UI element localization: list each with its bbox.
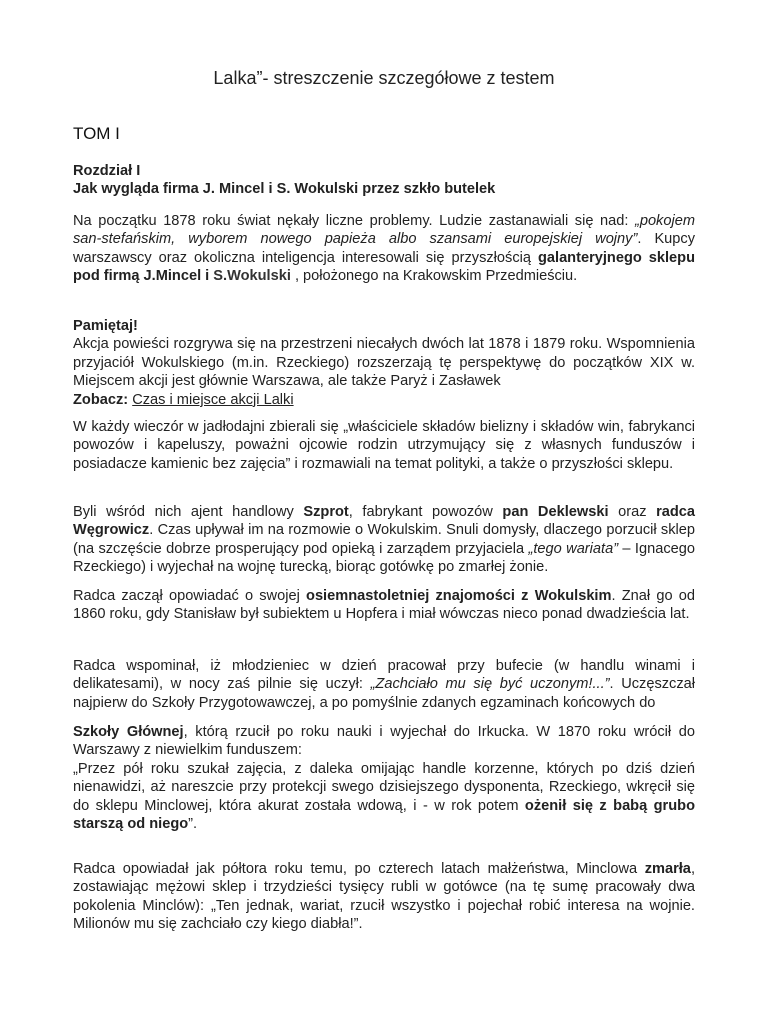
quote: „tego wariata” [528, 540, 619, 557]
text: , fabrykant powozów [348, 504, 503, 520]
paragraph-evenings: W każdy wieczór w jadłodajni zbierali się „właściciele składów bielizny i składów win, fabrykanci powozów i kapeluszy, poważni ojcowie rodzin utrzymujący się z własnych funduszów i posiadacze kamienic bez zajęcia” i rozmawiali na temat polityki, a także o przyszłości sklepu. [73, 419, 695, 472]
text: . Kupcy warszawscy oraz okoliczna inteligencja interesowali się przyszłością [73, 231, 696, 266]
text: Na początku 1878 roku świat nękały liczne problemy. Ludzie zastanawiali się nad: [73, 213, 635, 229]
remember-label: Pamiętaj! [73, 318, 138, 334]
paragraph-youth [73, 657, 695, 712]
paragraph-school [73, 723, 695, 833]
paragraph-acquaintance [73, 587, 695, 624]
chapter-title: Jak wygląda firma J. Mincel i S. Wokulski przez szkło butelek [73, 181, 496, 198]
chapter-heading [73, 162, 695, 199]
text: . Uczęszczał najpierw do Szkoły Przygotowawczej, a po pomyślnie zdanych egzaminach końcowych do [73, 676, 695, 711]
text: Radca wspominał, iż młodzieniec w dzień pracował przy bufecie (w handlu winami i delikatesami), w nocy zaś pilnie się uczył: [73, 658, 695, 693]
text: – Ignacego Rzeckiego) i wyjechał na wojnę turecką, biorąc gotówkę po zmarłej żonie. [73, 540, 695, 576]
remember-box [73, 317, 695, 409]
document-page [73, 0, 695, 1024]
remember-text: Akcja powieści rozgrywa się na przestrzeni niecałych dwóch lat 1878 i 1879 roku. Wspomnienia przyjaciół Wokulskiego (m.in. Rzeckiego) rozszerzają tę perspektywę do początków XIX w. Miejscem akcji jest głównie Warszawa, ale także Paryż i Zasławek [73, 336, 695, 390]
shop-name-wokulski: S.Wokulski [213, 268, 291, 285]
text: Radca zaczął opowiadać o swojej [73, 588, 307, 604]
text: ”. [188, 816, 198, 833]
quote: „Przez pół roku szukał zajęcia, z daleka omijając handle korzenne, których po dziś dzień nienawidzi, aż nareszcie przy protekcji swego dzisiejszego dysponenta, Rzeckiego, wkręcił się do sklepu Minclowej, która akurat została wdową, i - w rok potem [73, 760, 695, 814]
text: . Znał go od 1860 roku, gdy Stanisław był subiektem u Hopfera i miał wówczas nieco ponad dwadzieścia lat. [73, 588, 695, 623]
highlight: ożenił się z babą grubo starszą od niego [73, 797, 695, 833]
see-also [73, 391, 695, 409]
shop-name: galanteryjnego sklepu pod firmą J.Mincel i [73, 249, 696, 285]
text: , którą rzucił po roku nauki i wyjechał do Irkucka. W 1870 roku wrócił do Warszawy z niewielkim funduszem: [73, 724, 695, 759]
paragraph-intro [73, 212, 695, 286]
text: . Czas upływał im na rozmowie o Wokulskim. Snuli domysły, dlaczego porzucił sklep (na szczęście dobrze prosperujący pod opieką i zarządem przyjaciela [73, 522, 695, 557]
highlight: osiemnastoletniej znajomości z Wokulskim [306, 588, 612, 604]
highlight: Szkoły Głównej [73, 724, 184, 740]
name-deklewski: pan Deklewski [502, 504, 609, 520]
text: Radca opowiadał jak półtora roku temu, po czterech latach małżeństwa, Minclowa [73, 861, 645, 877]
volume-heading: TOM I [73, 124, 120, 143]
document-title: Lalka”- streszczenie szczegółowe z testem [213, 68, 555, 88]
see-label: Zobacz: [73, 391, 129, 408]
name-szprot: Szprot [303, 504, 349, 520]
paragraph-guests [73, 503, 695, 577]
quote: „Zachciało mu się być uczonym!...” [370, 676, 610, 693]
highlight: zmarła [644, 861, 691, 877]
paragraph-death [73, 860, 695, 934]
text: Byli wśród nich ajent handlowy [73, 504, 304, 520]
quote: „pokojem san-stefańskim, wyborem nowego papieża albo szansami europejskiej wojny” [73, 213, 695, 248]
see-link[interactable]: Czas i miejsce akcji Lalki [132, 391, 294, 408]
chapter-number: Rozdział I [73, 163, 141, 179]
text: oraz [608, 504, 657, 520]
text: , zostawiając mężowi sklep i trzydzieści tysięcy rubli w gotówce (na tę sumę pracowały dwa pokolenia Minclów): „Ten jednak, wariat, rzucił wszystko i pojechał robić interesa na wojnie. Milionów mu się zachciało czy kiego diabła!”. [73, 861, 695, 933]
text: , położonego na Krakowskim Przedmieściu. [290, 268, 578, 285]
name-wegrowicz: radca Węgrowicz [73, 504, 696, 539]
